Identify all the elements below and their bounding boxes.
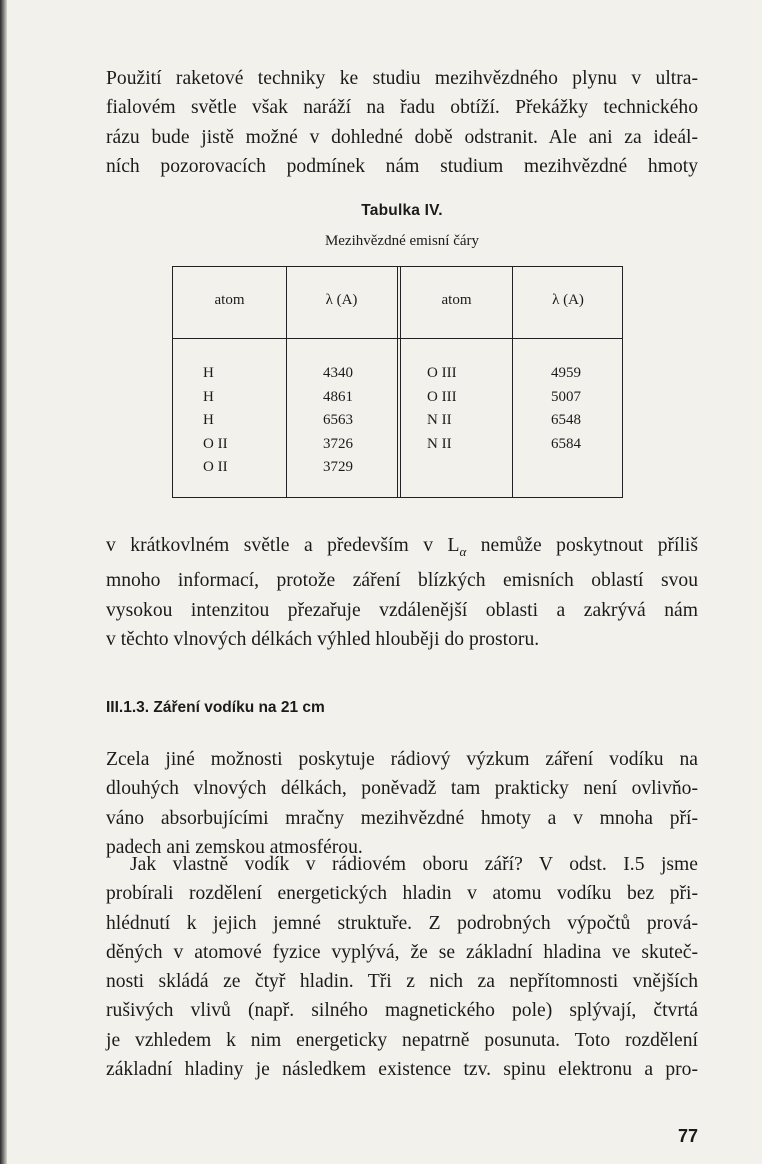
left-wavelength-column <box>323 362 353 480</box>
page-binding-edge <box>0 0 7 1164</box>
table-title: Tabulka IV. <box>361 202 443 219</box>
paragraph-line-part: nemůže poskytnout příliš <box>466 535 698 556</box>
table-cell: 6584 <box>551 435 581 452</box>
paragraph-line: je vzhledem k nim energeticky nepatrně posunuta. Toto rozdělení <box>106 1029 698 1051</box>
paragraph-line: Použití raketové techniky ke studiu mezihvězdného plynu v ultra- <box>106 68 698 89</box>
table-cell: O II <box>203 435 228 452</box>
left-atom-column <box>203 362 228 480</box>
table-cell: 4959 <box>551 365 581 381</box>
table-cell: 3729 <box>323 459 353 475</box>
table-subtitle: Mezihvězdné emisní čáry <box>324 233 480 249</box>
paragraph-line: mnoho informací, protože záření blízkých emisních oblastí svou <box>106 570 698 592</box>
paragraph-line: hlédnutí k jejich jemné struktuře. Z podrobných výpočtů prová- <box>106 912 698 934</box>
paragraph-line: Zcela jiné možnosti poskytuje rádiový výzkum záření vodíku na <box>106 749 698 770</box>
table-cell: 3726 <box>323 435 353 452</box>
header-atom-left: atom <box>214 292 245 308</box>
paragraph-line: v těchto vlnových délkách výhled hlouběji do prostoru. <box>106 628 540 650</box>
paragraph-line <box>106 531 698 566</box>
table-cell: O III <box>427 365 457 381</box>
paragraph-line: rušivých vlivů (např. silného magnetického pole) splývají, čtvrtá <box>106 1000 698 1022</box>
paragraph-line: nosti skládá ze čtyř hladin. Tři z nich za nepřítomnosti vnějších <box>106 971 698 993</box>
header-wavelength-left: λ (A) <box>325 292 358 308</box>
paragraph-4 <box>106 850 698 1084</box>
paragraph-line: ních pozorovacích podmínek nám studium mezihvězdné hmoty <box>106 155 698 177</box>
paragraph-line-part: v krátkovlném světle a především v L <box>106 535 460 556</box>
paragraph-3 <box>106 745 698 862</box>
paragraph-1 <box>106 64 698 184</box>
paragraph-line: vysokou intenzitou přezařuje vzdálenější oblasti a zakrývá nám <box>106 599 698 621</box>
paragraph-line: dlouhých vlnových délkách, poněvadž tam prakticky není ovlivňo- <box>106 778 698 800</box>
page-number: 77 <box>677 1126 698 1146</box>
header-wavelength-right: λ (A) <box>552 292 584 308</box>
paragraph-line: Jak vlastně vodík v rádiovém oboru září? V odst. I.5 jsme <box>130 854 698 875</box>
table-cell: 4861 <box>323 388 353 405</box>
section-heading: III.1.3. Záření vodíku na 21 cm <box>106 699 325 716</box>
table-cell: H <box>203 365 214 381</box>
right-atom-column <box>427 362 457 456</box>
paragraph-line: rázu bude jistě možné v dohledné době odstranit. Ale ani za ideál- <box>106 126 698 148</box>
table-cell: 6563 <box>323 412 353 428</box>
table-cell: H <box>203 388 214 405</box>
table-cell: 4340 <box>323 365 353 381</box>
paragraph-2 <box>106 531 698 654</box>
header-atom-right: atom <box>441 292 472 308</box>
right-wavelength-column <box>551 362 581 456</box>
paragraph-line: váno absorbujícími mračny mezihvězdné hmoty a v mnoha pří- <box>106 807 698 829</box>
paragraph-line: základní hladiny je následkem existence tzv. spinu elektronu a pro- <box>106 1059 698 1081</box>
paragraph-line: fialovém světle však naráží na řadu obtíží. Překážky technického <box>106 97 698 119</box>
paragraph-line: děných v atomové fyzice vyplývá, že se základní hladina ve skuteč- <box>106 941 698 963</box>
paragraph-line: padech ani zemskou atmosférou. <box>106 836 363 858</box>
table-cell: 5007 <box>551 388 581 405</box>
paragraph-line: probírali rozdělení energetických hladin v atomu vodíku bez při- <box>106 883 698 905</box>
table-cell: H <box>203 412 214 428</box>
table-header-rule <box>173 338 622 339</box>
table-cell: O II <box>203 459 228 475</box>
table-cell: N II <box>427 412 452 428</box>
table-cell: N II <box>427 435 452 452</box>
table-cell: O III <box>427 388 457 405</box>
table-cell: 6548 <box>551 412 581 428</box>
alpha-subscript: α <box>459 543 467 559</box>
emission-lines-table <box>172 266 623 498</box>
